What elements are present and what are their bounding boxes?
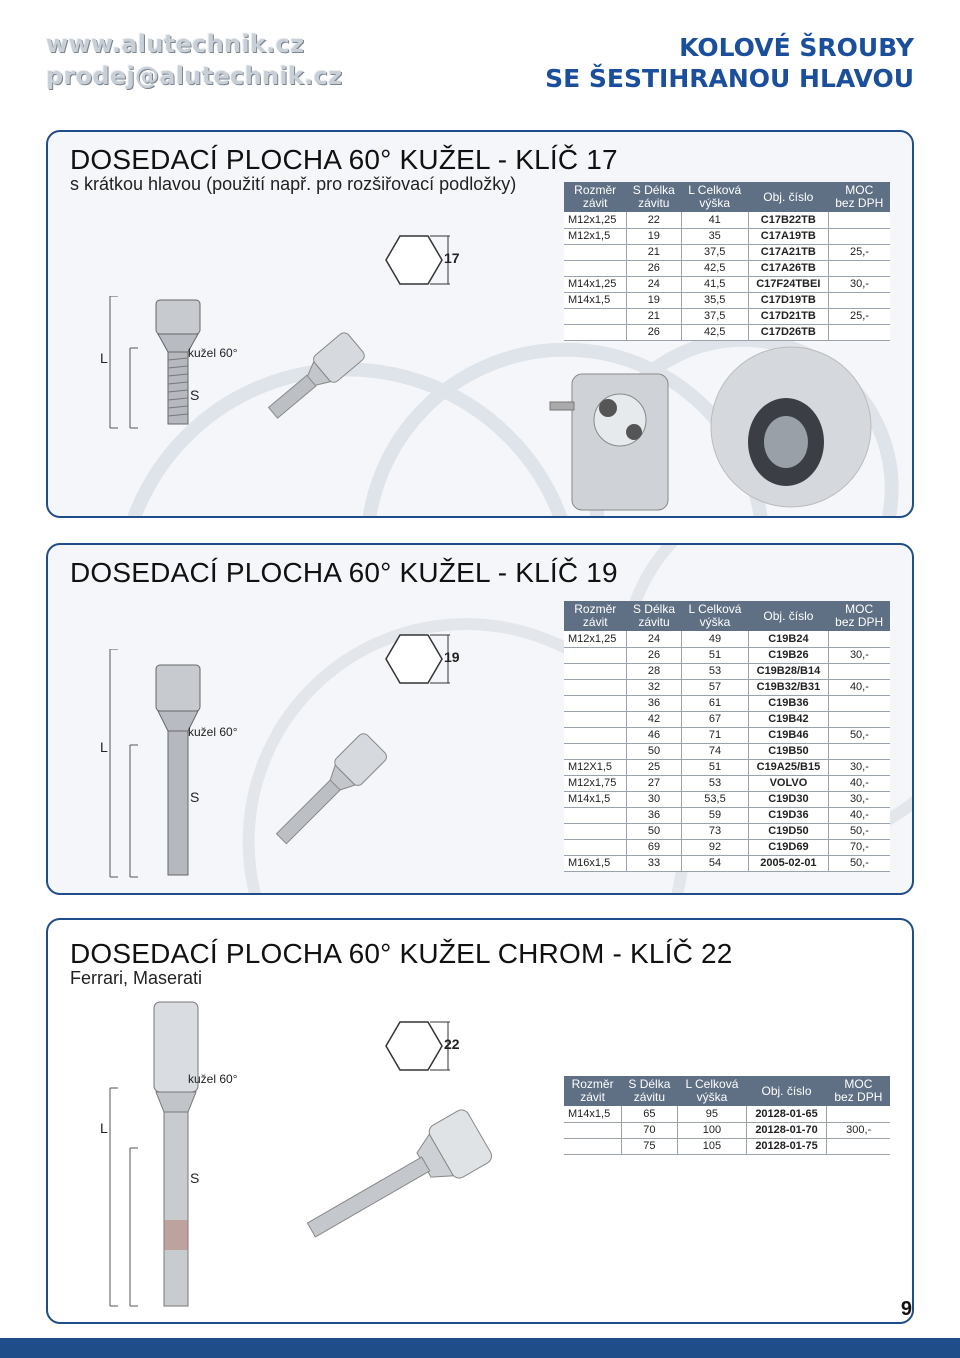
key-size-22: 22 xyxy=(444,1036,460,1052)
cell-code: C19B46 xyxy=(749,727,829,743)
col-total-height: L Celková výška xyxy=(681,182,748,212)
cell-l: 53 xyxy=(682,663,749,679)
cell-l: 53,5 xyxy=(682,791,749,807)
cell-thread: M12x1,25 xyxy=(564,631,626,647)
section-2-heading: DOSEDACÍ PLOCHA 60° KUŽEL - KLÍČ 19 xyxy=(70,557,618,588)
cell-code: C17D26TB xyxy=(748,324,828,340)
table-row xyxy=(564,647,890,663)
cell-price: 40,- xyxy=(828,775,890,791)
cell-s: 46 xyxy=(626,727,681,743)
cell-price xyxy=(828,743,890,759)
cell-s: 24 xyxy=(626,631,681,647)
cell-price xyxy=(828,711,890,727)
cell-l: 73 xyxy=(682,823,749,839)
cell-l: 42,5 xyxy=(681,260,748,276)
table-row xyxy=(564,631,890,647)
email-text: prodej@alutechnik.cz xyxy=(46,62,343,90)
table-row xyxy=(564,244,890,260)
cell-s: 25 xyxy=(626,759,681,775)
col-price: MOC bez DPH xyxy=(828,182,890,212)
footer-bar xyxy=(0,1338,960,1358)
cell-l: 67 xyxy=(682,711,749,727)
cell-code: C17A26TB xyxy=(748,260,828,276)
bolt-dimension-drawing xyxy=(104,296,234,432)
cell-s: 19 xyxy=(626,228,681,244)
table-row xyxy=(564,823,890,839)
cell-price xyxy=(828,695,890,711)
col-total-height: L Celková výška xyxy=(682,601,749,631)
cell-l: 59 xyxy=(682,807,749,823)
table-header-row xyxy=(564,601,890,631)
cell-code: C19D30 xyxy=(749,791,829,807)
col-thread-length: S Délka závitu xyxy=(626,182,681,212)
bolt-photo xyxy=(288,1070,498,1300)
table-row xyxy=(564,791,890,807)
cell-s: 26 xyxy=(626,324,681,340)
cell-l: 57 xyxy=(682,679,749,695)
section-3-heading: DOSEDACÍ PLOCHA 60° KUŽEL CHROM - KLÍČ 22 xyxy=(70,938,733,969)
cell-thread xyxy=(564,308,626,324)
section-key-22 xyxy=(46,918,914,1324)
cell-code: C17A21TB xyxy=(748,244,828,260)
table-row xyxy=(564,743,890,759)
cell-thread xyxy=(564,727,626,743)
spacer-photo xyxy=(548,362,688,512)
spec-table-key-22 xyxy=(564,1076,890,1155)
table-row xyxy=(564,1122,890,1138)
cell-s: 24 xyxy=(626,276,681,292)
cell-s: 42 xyxy=(626,711,681,727)
cell-l: 53 xyxy=(682,775,749,791)
cell-thread xyxy=(564,260,626,276)
cell-thread xyxy=(564,1138,621,1154)
section-key-17 xyxy=(46,130,914,518)
page-number: 9 xyxy=(900,1298,912,1320)
cell-price: 25,- xyxy=(828,244,890,260)
cell-thread: M12x1,5 xyxy=(564,228,626,244)
cell-s: 32 xyxy=(626,679,681,695)
cell-code: C19B42 xyxy=(749,711,829,727)
cell-thread xyxy=(564,244,626,260)
cell-price: 40,- xyxy=(828,679,890,695)
cell-l: 37,5 xyxy=(681,308,748,324)
cell-s: 26 xyxy=(626,260,681,276)
col-thread-length: S Délka závitu xyxy=(626,601,681,631)
cell-price: 50,- xyxy=(828,855,890,871)
table-row xyxy=(564,308,890,324)
cell-thread xyxy=(564,807,626,823)
cell-thread: M12X1,5 xyxy=(564,759,626,775)
cell-code: 2005-02-01 xyxy=(749,855,829,871)
cell-l: 49 xyxy=(682,631,749,647)
page-title xyxy=(545,32,914,94)
dim-S-label: S xyxy=(190,387,200,403)
col-order-number: Obj. číslo xyxy=(749,601,829,631)
table-row xyxy=(564,212,890,228)
cell-l: 37,5 xyxy=(681,244,748,260)
dim-L-label: L xyxy=(100,739,108,755)
cell-s: 19 xyxy=(626,292,681,308)
spec-table-key-19 xyxy=(564,601,890,872)
cell-price: 300,- xyxy=(827,1122,890,1138)
cell-thread xyxy=(564,663,626,679)
cell-l: 51 xyxy=(682,647,749,663)
cell-code: C17A19TB xyxy=(748,228,828,244)
section-key-19 xyxy=(46,543,914,895)
col-price: MOC bez DPH xyxy=(827,1076,890,1106)
cell-price xyxy=(828,631,890,647)
title-line-2: SE ŠESTIHRANOU HLAVOU xyxy=(545,64,914,93)
table-row xyxy=(564,1138,890,1154)
cell-price xyxy=(828,212,890,228)
cell-s: 28 xyxy=(626,663,681,679)
col-thread: Rozměr závit xyxy=(564,1076,621,1106)
cell-code: C19D36 xyxy=(749,807,829,823)
cell-price: 70,- xyxy=(828,839,890,855)
cell-code: C17D19TB xyxy=(748,292,828,308)
cell-thread: M12x1,25 xyxy=(564,212,626,228)
cell-price: 50,- xyxy=(828,727,890,743)
table-row xyxy=(564,759,890,775)
cell-code: C19B36 xyxy=(749,695,829,711)
cell-l: 105 xyxy=(678,1138,747,1154)
key-size-19: 19 xyxy=(444,649,460,665)
cell-l: 35,5 xyxy=(681,292,748,308)
cell-l: 95 xyxy=(678,1106,747,1122)
cell-code: 20128-01-70 xyxy=(746,1122,827,1138)
cell-thread: M12x1,75 xyxy=(564,775,626,791)
cell-thread xyxy=(564,711,626,727)
cell-price: 30,- xyxy=(828,791,890,807)
cell-s: 70 xyxy=(621,1122,677,1138)
cell-thread xyxy=(564,823,626,839)
cell-code: C19B32/B31 xyxy=(749,679,829,695)
section-3-subheading: Ferrari, Maserati xyxy=(70,968,203,988)
section-1-subheading: s krátkou hlavou (použití např. pro rozšiřovací podložky) xyxy=(70,174,517,194)
table-row xyxy=(564,260,890,276)
bolt-dimension-drawing xyxy=(104,970,234,1308)
cell-l: 54 xyxy=(682,855,749,871)
cell-s: 30 xyxy=(626,791,681,807)
table-header-row xyxy=(564,1076,890,1106)
cell-l: 74 xyxy=(682,743,749,759)
cell-l: 92 xyxy=(682,839,749,855)
cell-thread: M16x1,5 xyxy=(564,855,626,871)
cell-code: C19D69 xyxy=(749,839,829,855)
col-order-number: Obj. číslo xyxy=(746,1076,827,1106)
table-row xyxy=(564,775,890,791)
cell-thread xyxy=(564,647,626,663)
cell-code: C19A25/B15 xyxy=(749,759,829,775)
dim-L-label: L xyxy=(100,350,108,366)
cell-code: C19B50 xyxy=(749,743,829,759)
table-row xyxy=(564,292,890,308)
cell-code: C19B28/B14 xyxy=(749,663,829,679)
cell-price xyxy=(828,324,890,340)
cell-l: 42,5 xyxy=(681,324,748,340)
bolt-photo xyxy=(254,324,384,434)
cone-label: kužel 60° xyxy=(188,1072,238,1086)
cell-l: 100 xyxy=(678,1122,747,1138)
cell-thread: M14x1,5 xyxy=(564,1106,621,1122)
col-thread: Rozměr závit xyxy=(564,601,626,631)
table-row xyxy=(564,276,890,292)
table-row xyxy=(564,855,890,871)
cell-price xyxy=(828,663,890,679)
cell-code: 20128-01-65 xyxy=(746,1106,827,1122)
title-line-1: KOLOVÉ ŠROUBY xyxy=(679,33,914,62)
cell-price: 50,- xyxy=(828,823,890,839)
cell-l: 41,5 xyxy=(681,276,748,292)
cell-price: 30,- xyxy=(828,276,890,292)
table-row xyxy=(564,695,890,711)
cell-s: 65 xyxy=(621,1106,677,1122)
table-row xyxy=(564,807,890,823)
cell-price xyxy=(828,260,890,276)
cell-thread xyxy=(564,743,626,759)
detail-circle-photo xyxy=(708,344,874,510)
cell-price: 25,- xyxy=(828,308,890,324)
site-contact xyxy=(46,28,342,92)
table-row xyxy=(564,228,890,244)
key-size-17: 17 xyxy=(444,250,460,266)
cell-price: 30,- xyxy=(828,759,890,775)
cell-thread: M14x1,25 xyxy=(564,276,626,292)
col-order-number: Obj. číslo xyxy=(748,182,828,212)
cell-s: 21 xyxy=(626,244,681,260)
bolt-photo xyxy=(258,725,408,855)
cell-thread xyxy=(564,695,626,711)
cone-label: kužel 60° xyxy=(188,725,238,739)
cell-s: 50 xyxy=(626,823,681,839)
cell-s: 75 xyxy=(621,1138,677,1154)
dim-L-label: L xyxy=(100,1120,108,1136)
cell-code: C19B26 xyxy=(749,647,829,663)
cell-code: VOLVO xyxy=(749,775,829,791)
cell-s: 36 xyxy=(626,807,681,823)
cell-code: C19B24 xyxy=(749,631,829,647)
cell-s: 22 xyxy=(626,212,681,228)
table-row xyxy=(564,679,890,695)
table-row xyxy=(564,839,890,855)
table-header-row xyxy=(564,182,890,212)
cell-s: 50 xyxy=(626,743,681,759)
table-row xyxy=(564,1106,890,1122)
cell-s: 33 xyxy=(626,855,681,871)
cell-s: 26 xyxy=(626,647,681,663)
cell-thread xyxy=(564,1122,621,1138)
cell-s: 21 xyxy=(626,308,681,324)
table-row xyxy=(564,711,890,727)
cell-thread xyxy=(564,679,626,695)
cell-code: 20128-01-75 xyxy=(746,1138,827,1154)
cell-thread: M14x1,5 xyxy=(564,292,626,308)
col-thread: Rozměr závit xyxy=(564,182,626,212)
website-text: www.alutechnik.cz xyxy=(46,30,305,58)
table-row xyxy=(564,727,890,743)
cell-thread xyxy=(564,839,626,855)
cell-code: C17D21TB xyxy=(748,308,828,324)
cell-code: C17F24TBEI xyxy=(748,276,828,292)
bolt-dimension-drawing xyxy=(104,649,234,881)
col-total-height: L Celková výška xyxy=(678,1076,747,1106)
cell-s: 69 xyxy=(626,839,681,855)
cell-thread: M14x1,5 xyxy=(564,791,626,807)
spec-table-key-17 xyxy=(564,182,890,341)
cell-code: C17B22TB xyxy=(748,212,828,228)
cell-price xyxy=(827,1106,890,1122)
section-1-heading: DOSEDACÍ PLOCHA 60° KUŽEL - KLÍČ 17 xyxy=(70,144,618,175)
cell-code: C19D50 xyxy=(749,823,829,839)
col-thread-length: S Délka závitu xyxy=(621,1076,677,1106)
table-row xyxy=(564,324,890,340)
cell-thread xyxy=(564,324,626,340)
cell-l: 71 xyxy=(682,727,749,743)
cell-price xyxy=(827,1138,890,1154)
cell-l: 35 xyxy=(681,228,748,244)
cell-l: 61 xyxy=(682,695,749,711)
cell-l: 41 xyxy=(681,212,748,228)
cell-price: 40,- xyxy=(828,807,890,823)
dim-S-label: S xyxy=(190,1170,200,1186)
cell-s: 36 xyxy=(626,695,681,711)
table-row xyxy=(564,663,890,679)
cell-price: 30,- xyxy=(828,647,890,663)
cone-label: kužel 60° xyxy=(188,346,238,360)
cell-price xyxy=(828,228,890,244)
dim-S-label: S xyxy=(190,789,200,805)
cell-l: 51 xyxy=(682,759,749,775)
col-price: MOC bez DPH xyxy=(828,601,890,631)
cell-s: 27 xyxy=(626,775,681,791)
cell-price xyxy=(828,292,890,308)
